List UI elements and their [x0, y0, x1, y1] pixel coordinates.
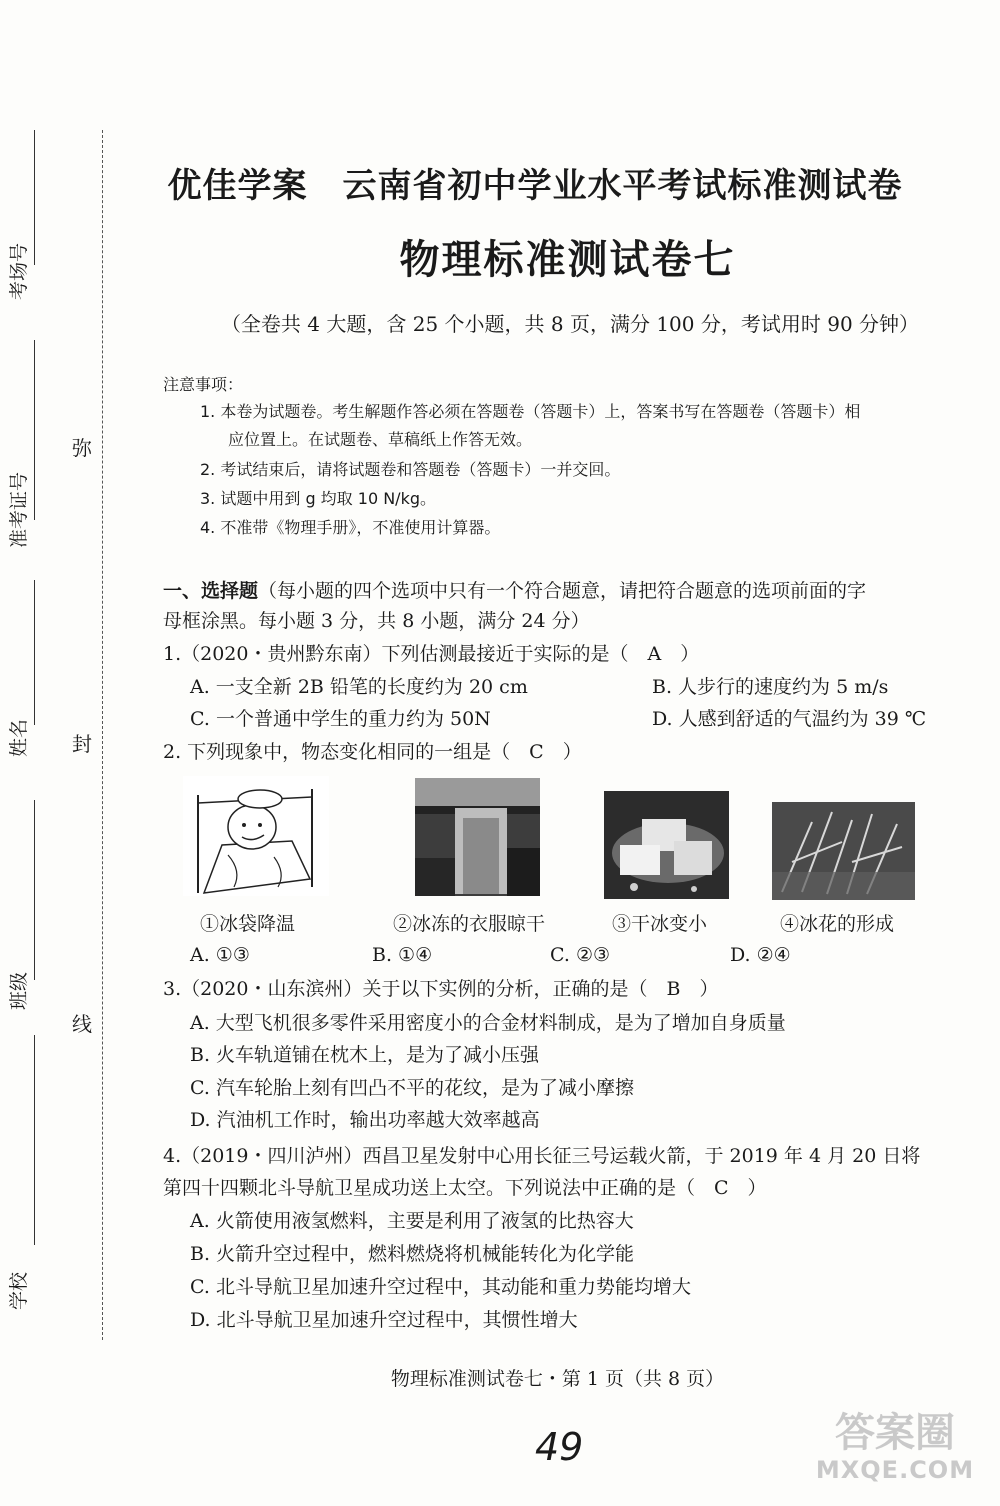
field-school: 学校: [8, 1271, 30, 1310]
q2-option-b: B. ①④: [372, 944, 433, 966]
q4-stem: 4.（2019・四川泸州）西昌卫星发射中心用长征三号运载火箭，于 2019 年 4 月 20 日将: [163, 1145, 921, 1167]
field-line: [34, 1035, 35, 1245]
q1-stem: 1.（2020・贵州黔东南）下列估测最接近于实际的是（ A ）: [163, 643, 700, 665]
image-caption-1: ①冰袋降温: [200, 913, 296, 935]
paper-title: 物理标准测试卷七: [399, 236, 736, 283]
field-line: [34, 340, 35, 520]
exam-info: （全卷共 4 大题，含 25 个小题，共 8 页，满分 100 分，考试用时 90 分钟）: [220, 312, 920, 336]
frost-flower-photo: [772, 802, 915, 900]
q1-option-c: C. 一个普通中学生的重力约为 50N: [190, 708, 491, 730]
q3-option-d: D. 汽油机工作时，输出功率越大效率越高: [190, 1109, 540, 1131]
handwritten-page-number: 49: [535, 1425, 584, 1469]
dry-ice-photo: [604, 791, 729, 899]
seal-char-xian: 线: [72, 1012, 92, 1036]
note-item: 3. 试题中用到 g 均取 10 N/kg。: [200, 489, 436, 508]
field-ticket-number: 准考证号: [8, 471, 30, 548]
q3-stem: 3.（2020・山东滨州）关于以下实例的分析，正确的是（ B ）: [163, 978, 719, 1000]
note-item: 应位置上。在试题卷、草稿纸上作答无效。: [228, 430, 533, 449]
q4-option-b: B. 火箭升空过程中，燃料燃烧将机械能转化为化学能: [190, 1243, 635, 1265]
note-item: 1. 本卷为试题卷。考生解题作答必须在答题卷（答题卡）上，答案书写在答题卷（答题卡）相: [200, 402, 861, 421]
note-item: 4. 不准带《物理手册》，不准使用计算器。: [200, 518, 501, 537]
q2-stem: 2. 下列现象中，物态变化相同的一组是（ C ）: [163, 741, 582, 763]
frozen-clothes-photo: [415, 778, 540, 896]
q2-option-c: C. ②③: [550, 944, 611, 966]
field-class: 班级: [8, 971, 30, 1010]
image-caption-3: ③干冰变小: [612, 913, 708, 935]
section-heading-line: [163, 575, 866, 607]
q2-option-a: A. ①③: [190, 944, 250, 966]
field-exam-room: 考场号: [8, 242, 30, 300]
field-line: [34, 580, 35, 725]
page-footer: 物理标准测试卷七・第 1 页（共 8 页）: [390, 1368, 725, 1390]
image-caption-4: ④冰花的形成: [780, 913, 895, 935]
seal-char-feng: 封: [72, 732, 92, 756]
note-item: 2. 考试结束后，请将试题卷和答题卷（答题卡）一并交回。: [200, 460, 621, 479]
q3-option-b: B. 火车轨道铺在枕木上，是为了减小压强: [190, 1044, 540, 1066]
ice-bag-illustration: [182, 775, 330, 897]
q1-option-d: D. 人感到舒适的气温约为 39 ℃: [652, 708, 927, 730]
q3-option-a: A. 大型飞机很多零件采用密度小的合金材料制成，是为了增加自身质量: [190, 1012, 786, 1034]
q2-option-d: D. ②④: [730, 944, 791, 966]
q4-option-c: C. 北斗导航卫星加速升空过程中，其动能和重力势能均增大: [190, 1276, 691, 1298]
q3-option-c: C. 汽车轮胎上刻有凹凸不平的花纹，是为了减小摩擦: [190, 1077, 634, 1099]
q4-option-a: A. 火箭使用液氢燃料，主要是利用了液氢的比热容大: [190, 1210, 634, 1232]
q1-option-b: B. 人步行的速度约为 5 m/s: [652, 676, 889, 698]
watermark-url: MXQE.COM: [815, 1456, 975, 1484]
section-instruction-cont: 母框涂黑。每小题 3 分，共 8 小题，满分 24 分）: [163, 610, 590, 632]
section-heading: 一、选择题: [163, 580, 259, 602]
watermark-logo: 答案圈: [835, 1410, 955, 1456]
series-title: 优佳学案 云南省初中学业水平考试标准测试卷: [167, 166, 903, 206]
seal-char-mi: 弥: [72, 436, 92, 460]
q4-stem-cont: 第四十四颗北斗导航卫星成功送上太空。下列说法中正确的是（ C ）: [163, 1177, 767, 1199]
field-name: 姓名: [8, 718, 30, 757]
image-caption-2: ②冰冻的衣服晾干: [393, 913, 546, 935]
section-instruction: （每小题的四个选项中只有一个符合题意，请把符合题意的选项前面的字: [258, 580, 867, 602]
field-line: [34, 800, 35, 980]
notes-heading: 注意事项：: [163, 375, 244, 394]
q1-option-a: A. 一支全新 2B 铅笔的长度约为 20 cm: [190, 676, 528, 698]
q4-option-d: D. 北斗导航卫星加速升空过程中，其惯性增大: [190, 1309, 578, 1331]
watermark: [800, 1410, 990, 1484]
